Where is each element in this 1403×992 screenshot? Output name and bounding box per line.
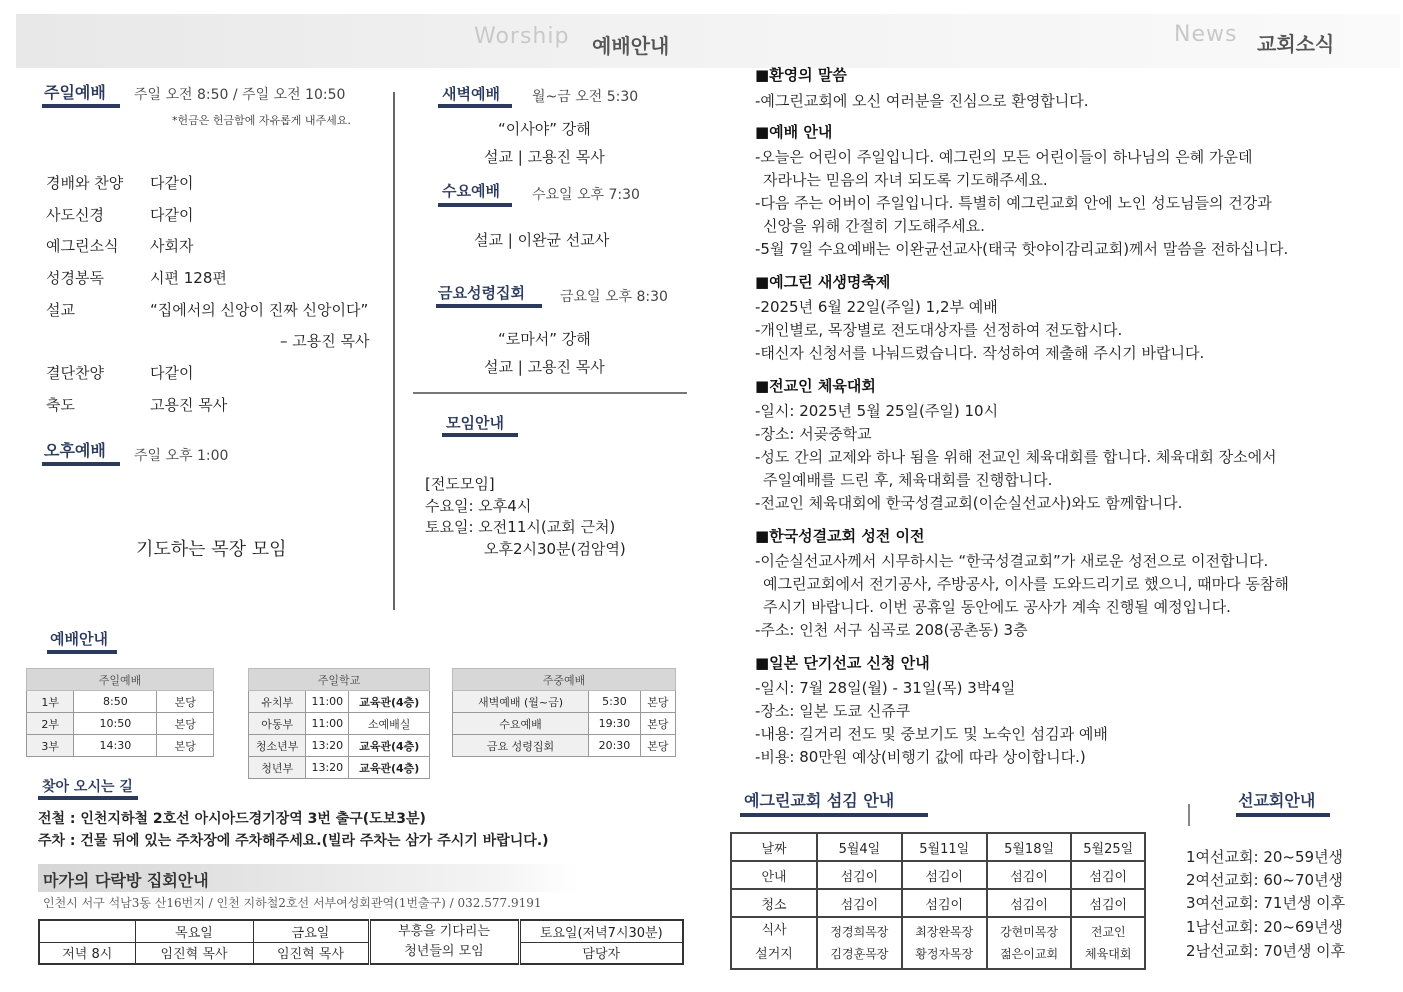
- meal-group: 황정자목장: [915, 947, 974, 961]
- news-item: [755, 271, 1375, 365]
- dawn-underline: [438, 104, 512, 108]
- directions-underline: [38, 796, 138, 800]
- news-line: -다음 주는 어버이 주일입니다. 특별히 예그린교회 안에 노인 성도님들의 건강과: [755, 194, 1272, 212]
- news-line: -일시: 7월 28일(월) - 31일(목) 3박4일: [755, 679, 1016, 697]
- table-cell: 본당: [640, 691, 675, 713]
- news-item: [755, 652, 1375, 769]
- table-row: [249, 757, 430, 779]
- column-divider: [393, 92, 395, 610]
- news-title: ■예그린 새생명축제: [755, 273, 891, 291]
- afternoon-underline: [42, 462, 120, 466]
- meetings-divider: [413, 392, 687, 394]
- meetings-title: 모임안내: [446, 414, 504, 432]
- news-line: -이순실선교사께서 시무하시는 “한국성결교회”가 새로운 성전으로 이전합니다.: [755, 552, 1269, 570]
- order-value: 시편 128편: [150, 269, 227, 287]
- order-item: 사도신경: [46, 206, 104, 224]
- table-cell: 5월11일: [902, 833, 987, 861]
- order-item: 축도: [46, 396, 75, 414]
- meal-group: 정경희목장: [830, 925, 889, 939]
- table-cell: 20:30: [589, 735, 641, 757]
- meal-group: 김경훈목장: [830, 947, 889, 961]
- meal-group: 강현미목장: [1000, 925, 1059, 939]
- order-item: 경배와 찬양: [46, 174, 124, 192]
- table-cell: 청소: [731, 889, 817, 917]
- table-cell: 교육관(4층): [349, 757, 430, 779]
- news-line: -비용: 80만원 예상(비행기 값에 따라 상이합니다.): [755, 748, 1086, 766]
- table-cell: 3부: [27, 735, 74, 757]
- table-cell: [987, 917, 1072, 969]
- table-row: [453, 691, 676, 713]
- news-line: -오늘은 어린이 주일입니다. 예그린의 모든 어린이들이 하나님의 은혜 가운데: [755, 148, 1253, 166]
- table-cell: 8:50: [74, 691, 157, 713]
- order-item: 예그린소식: [46, 237, 119, 255]
- meal-group: 체육대회: [1085, 947, 1132, 961]
- dawn-subject: “이사야” 강해: [498, 120, 591, 138]
- sermon-preacher: – 고용진 목사: [280, 332, 370, 350]
- table-row: [731, 889, 1145, 917]
- table-cell: 5월25일: [1071, 833, 1145, 861]
- table-row: [27, 713, 214, 735]
- worship-info-title: 예배안내: [50, 630, 108, 648]
- news-item: [755, 121, 1375, 261]
- sunday-note: *헌금은 헌금함에 자유롭게 내주세요.: [172, 114, 351, 127]
- magga-youth-line: 청년들의 모임: [404, 944, 484, 959]
- table-cell: 섬김이: [987, 861, 1072, 889]
- magga-cell: 임진혁 목사: [135, 942, 253, 964]
- table-row: [249, 735, 430, 757]
- table-cell: 청년부: [249, 757, 306, 779]
- meal-label: 설거지: [755, 947, 793, 962]
- table-cell: 섬김이: [1071, 889, 1145, 917]
- table-cell: 새벽예배 (월~금): [453, 691, 589, 713]
- magga-cell: 목요일: [135, 920, 253, 942]
- table-cell: 소예배실: [349, 713, 430, 735]
- news-title: ■일본 단기선교 신청 안내: [755, 654, 930, 672]
- table-cell: 섬김이: [817, 889, 902, 917]
- news-line: 예그린교회에서 전기공사, 주방공사, 이사를 도와드리기로 했으니, 때마다 동참해: [763, 575, 1289, 593]
- news-line: -일시: 2025년 5월 25일(주일) 10시: [755, 402, 999, 420]
- news-line: 자라나는 믿음의 자녀 되도록 기도해주세요.: [763, 171, 1048, 189]
- table-row: [731, 861, 1145, 889]
- dawn-preacher: 설교 | 고용진 목사: [484, 148, 605, 166]
- table-cell: 본당: [640, 735, 675, 757]
- news-line: -태신자 신청서를 나눠드렸습니다. 작성하여 제출해 주시기 바랍니다.: [755, 344, 1205, 362]
- magga-address: 인천시 서구 석남3동 산16번지 / 인천 지하철2호선 서부여성회관역(1번출구) / 032.577.9191: [43, 896, 542, 910]
- table-cell: 날짜: [731, 833, 817, 861]
- directions-subway: 전철 : 인천지하철 2호선 아시아드경기장역 3번 출구(도보3분): [38, 811, 426, 827]
- news-line: 주시기 바랍니다. 이번 공휴일 동안에도 공사가 계속 진행될 예정입니다.: [763, 598, 1231, 616]
- magga-cell: 임진혁 목사: [253, 942, 369, 964]
- meal-label: 식사: [761, 923, 787, 938]
- table-cell: 섬김이: [817, 861, 902, 889]
- service-underline: [740, 813, 928, 817]
- news-line: -내용: 길거리 전도 및 중보기도 및 노숙인 섬김과 예배: [755, 725, 1108, 743]
- magga-cell: 토요일(저녁7시30분): [519, 920, 683, 942]
- news-line: -전교인 체육대회에 한국성결교회(이순실선교사)와도 함께합니다.: [755, 494, 1183, 512]
- table-cell: 1부: [27, 691, 74, 713]
- wednesday-time: 수요일 오후 7:30: [532, 187, 640, 203]
- news-line: -주소: 인천 서구 심곡로 208(공촌동) 3층: [755, 621, 1028, 639]
- news-line: -2025년 6월 22일(주일) 1,2부 예배: [755, 298, 998, 316]
- table-cell: 19:30: [589, 713, 641, 735]
- table-cell: 유치부: [249, 691, 306, 713]
- news-line: -5월 7일 수요예배는 이완균선교사(태국 핫야이감리교회)께서 말씀을 전하십니다.: [755, 240, 1289, 258]
- table-cell: 본당: [157, 735, 214, 757]
- magga-title: 마가의 다락방 집회안내: [43, 871, 209, 890]
- table-cell: [731, 917, 817, 969]
- table-header: 주일예배: [27, 669, 214, 691]
- news-line: -성도 간의 교제와 하나 됨을 위해 전교인 체육대회를 합니다. 체육대회 장소에서: [755, 448, 1277, 466]
- meal-group: 최장완목장: [915, 925, 974, 939]
- friday-preacher: 설교 | 고용진 목사: [484, 358, 605, 376]
- table-cell: 청소년부: [249, 735, 306, 757]
- news-item: [755, 64, 1375, 111]
- news-line: 주일예배를 드린 후, 체육대회를 진행합니다.: [763, 471, 1053, 489]
- friday-underline: [436, 304, 542, 308]
- order-value: 고용진 목사: [150, 396, 228, 414]
- missions-line: 2남선교회: 70년생 이후: [1186, 942, 1346, 960]
- table-cell: 금요 성령집회: [453, 735, 589, 757]
- news-item: [755, 525, 1375, 642]
- table-cell: 섬김이: [987, 889, 1072, 917]
- service-table: [730, 832, 1146, 970]
- order-value: “집에서의 신앙이 진짜 신앙이다”: [150, 301, 369, 319]
- table-cell: 5:30: [589, 691, 641, 713]
- missions-underline: [1236, 813, 1330, 817]
- table-cell: 5월18일: [987, 833, 1072, 861]
- table-cell: 14:30: [74, 735, 157, 757]
- table-cell: [1071, 917, 1145, 969]
- table-cell: 섬김이: [1071, 861, 1145, 889]
- table-cell: 섬김이: [902, 861, 987, 889]
- order-item: 설교: [46, 301, 75, 319]
- order-value: 사회자: [150, 237, 194, 255]
- service-title: 예그린교회 섬김 안내: [744, 791, 895, 810]
- table-cell: 섬김이: [902, 889, 987, 917]
- table-cell: [902, 917, 987, 969]
- news-line: -장소: 서곶중학교: [755, 425, 872, 443]
- table-row: [249, 691, 430, 713]
- afternoon-title: 오후예배: [44, 441, 106, 460]
- table-cell: 안내: [731, 861, 817, 889]
- news-item: [755, 375, 1375, 515]
- afternoon-program: 기도하는 목장 모임: [136, 539, 287, 560]
- table-cell: 본당: [157, 713, 214, 735]
- sunday-underline: [42, 104, 120, 108]
- friday-title: 금요성령집회: [438, 284, 525, 302]
- table-cell: 13:20: [306, 735, 349, 757]
- table-cell: 5월4일: [817, 833, 902, 861]
- table-header: 주일학교: [249, 669, 430, 691]
- dawn-time: 월~금 오전 5:30: [532, 89, 639, 105]
- meetings-line: 수요일: 오후4시: [425, 497, 532, 515]
- sunday-service-table: [26, 668, 214, 757]
- table-cell: 교육관(4층): [349, 691, 430, 713]
- magga-cell: [39, 920, 135, 942]
- table-row: [453, 713, 676, 735]
- sunday-school-table: [248, 668, 430, 779]
- table-cell: 수요예배: [453, 713, 589, 735]
- news-line: -예그린교회에 오신 여러분을 진심으로 환영합니다.: [755, 92, 1089, 110]
- magga-cell: 저녁 8시: [39, 942, 135, 964]
- news-title: ■환영의 말씀: [755, 66, 847, 84]
- table-cell: 13:20: [306, 757, 349, 779]
- afternoon-time: 주일 오후 1:00: [134, 448, 229, 464]
- meetings-line: 토요일: 오전11시(교회 근처): [425, 518, 616, 536]
- header-news-en: News: [1174, 22, 1238, 47]
- order-item: 결단찬양: [46, 364, 104, 382]
- table-cell: 2부: [27, 713, 74, 735]
- magga-cell: 담당자: [519, 942, 683, 964]
- friday-subject: “로마서” 강해: [498, 330, 591, 348]
- table-cell: 11:00: [306, 691, 349, 713]
- weekday-service-table: [452, 668, 676, 757]
- missions-title: 선교회안내: [1238, 791, 1316, 810]
- header-worship-ko: 예배안내: [592, 34, 670, 58]
- news-line: -개인별로, 목장별로 전도대상자를 선정하여 전도합시다.: [755, 321, 1123, 339]
- wednesday-title: 수요예배: [442, 182, 500, 200]
- order-item: 성경봉독: [46, 269, 104, 287]
- table-row: [453, 735, 676, 757]
- table-cell: 본당: [157, 691, 214, 713]
- sunday-title: 주일예배: [44, 83, 106, 102]
- table-cell: 11:00: [306, 713, 349, 735]
- meal-group: 젊은이교회: [1000, 947, 1059, 961]
- magga-youth-line: 부흥을 기다리는: [397, 924, 491, 939]
- worship-info-underline: [47, 650, 117, 654]
- news-section: [755, 64, 1375, 769]
- table-row: [27, 691, 214, 713]
- header-worship-en: Worship: [474, 24, 570, 49]
- table-cell: 10:50: [74, 713, 157, 735]
- table-row: [27, 735, 214, 757]
- magga-youth-cell: [369, 920, 519, 964]
- meetings-underline: [442, 433, 518, 437]
- table-cell: [817, 917, 902, 969]
- directions-parking: 주차 : 건물 뒤에 있는 주차장에 주차해주세요.(빌라 주차는 삼가 주시기 바랍니다.): [38, 833, 549, 849]
- table-row: [249, 713, 430, 735]
- magga-table: [38, 919, 684, 965]
- magga-cell: 금요일: [253, 920, 369, 942]
- header-news-ko: 교회소식: [1257, 32, 1335, 56]
- news-line: -장소: 일본 도쿄 신쥬쿠: [755, 702, 911, 720]
- table-row: [731, 833, 1145, 861]
- news-line: 신앙을 위해 간절히 기도해주세요.: [763, 217, 985, 235]
- table-cell: 교육관(4층): [349, 735, 430, 757]
- missions-line: 2여선교회: 60~70년생: [1186, 871, 1344, 889]
- order-value: 다같이: [150, 364, 194, 382]
- directions-title: 찾아 오시는 길: [42, 779, 133, 795]
- meetings-heading: [전도모임]: [425, 475, 495, 493]
- missions-line: 3여선교회: 71년생 이후: [1186, 894, 1346, 912]
- table-header: 주중예배: [453, 669, 676, 691]
- news-title: ■전교인 체육대회: [755, 377, 876, 395]
- news-title: ■한국성결교회 성전 이전: [755, 527, 925, 545]
- order-value: 다같이: [150, 206, 194, 224]
- sunday-times: 주일 오전 8:50 / 주일 오전 10:50: [134, 87, 346, 103]
- news-title: ■예배 안내: [755, 123, 833, 141]
- missions-divider: [1188, 804, 1190, 826]
- order-value: 다같이: [150, 174, 194, 192]
- wednesday-preacher: 설교 | 이완균 선교사: [474, 231, 610, 249]
- table-row: [731, 917, 1145, 969]
- table-cell: 본당: [640, 713, 675, 735]
- friday-time: 금요일 오후 8:30: [560, 289, 668, 305]
- wednesday-underline: [438, 203, 512, 207]
- meetings-line: 오후2시30분(검암역): [484, 540, 626, 558]
- dawn-title: 새벽예배: [442, 85, 500, 103]
- missions-line: 1여선교회: 20~59년생: [1186, 848, 1344, 866]
- missions-line: 1남선교회: 20~69년생: [1186, 918, 1344, 936]
- table-cell: 아동부: [249, 713, 306, 735]
- meal-group: 전교인: [1090, 925, 1126, 939]
